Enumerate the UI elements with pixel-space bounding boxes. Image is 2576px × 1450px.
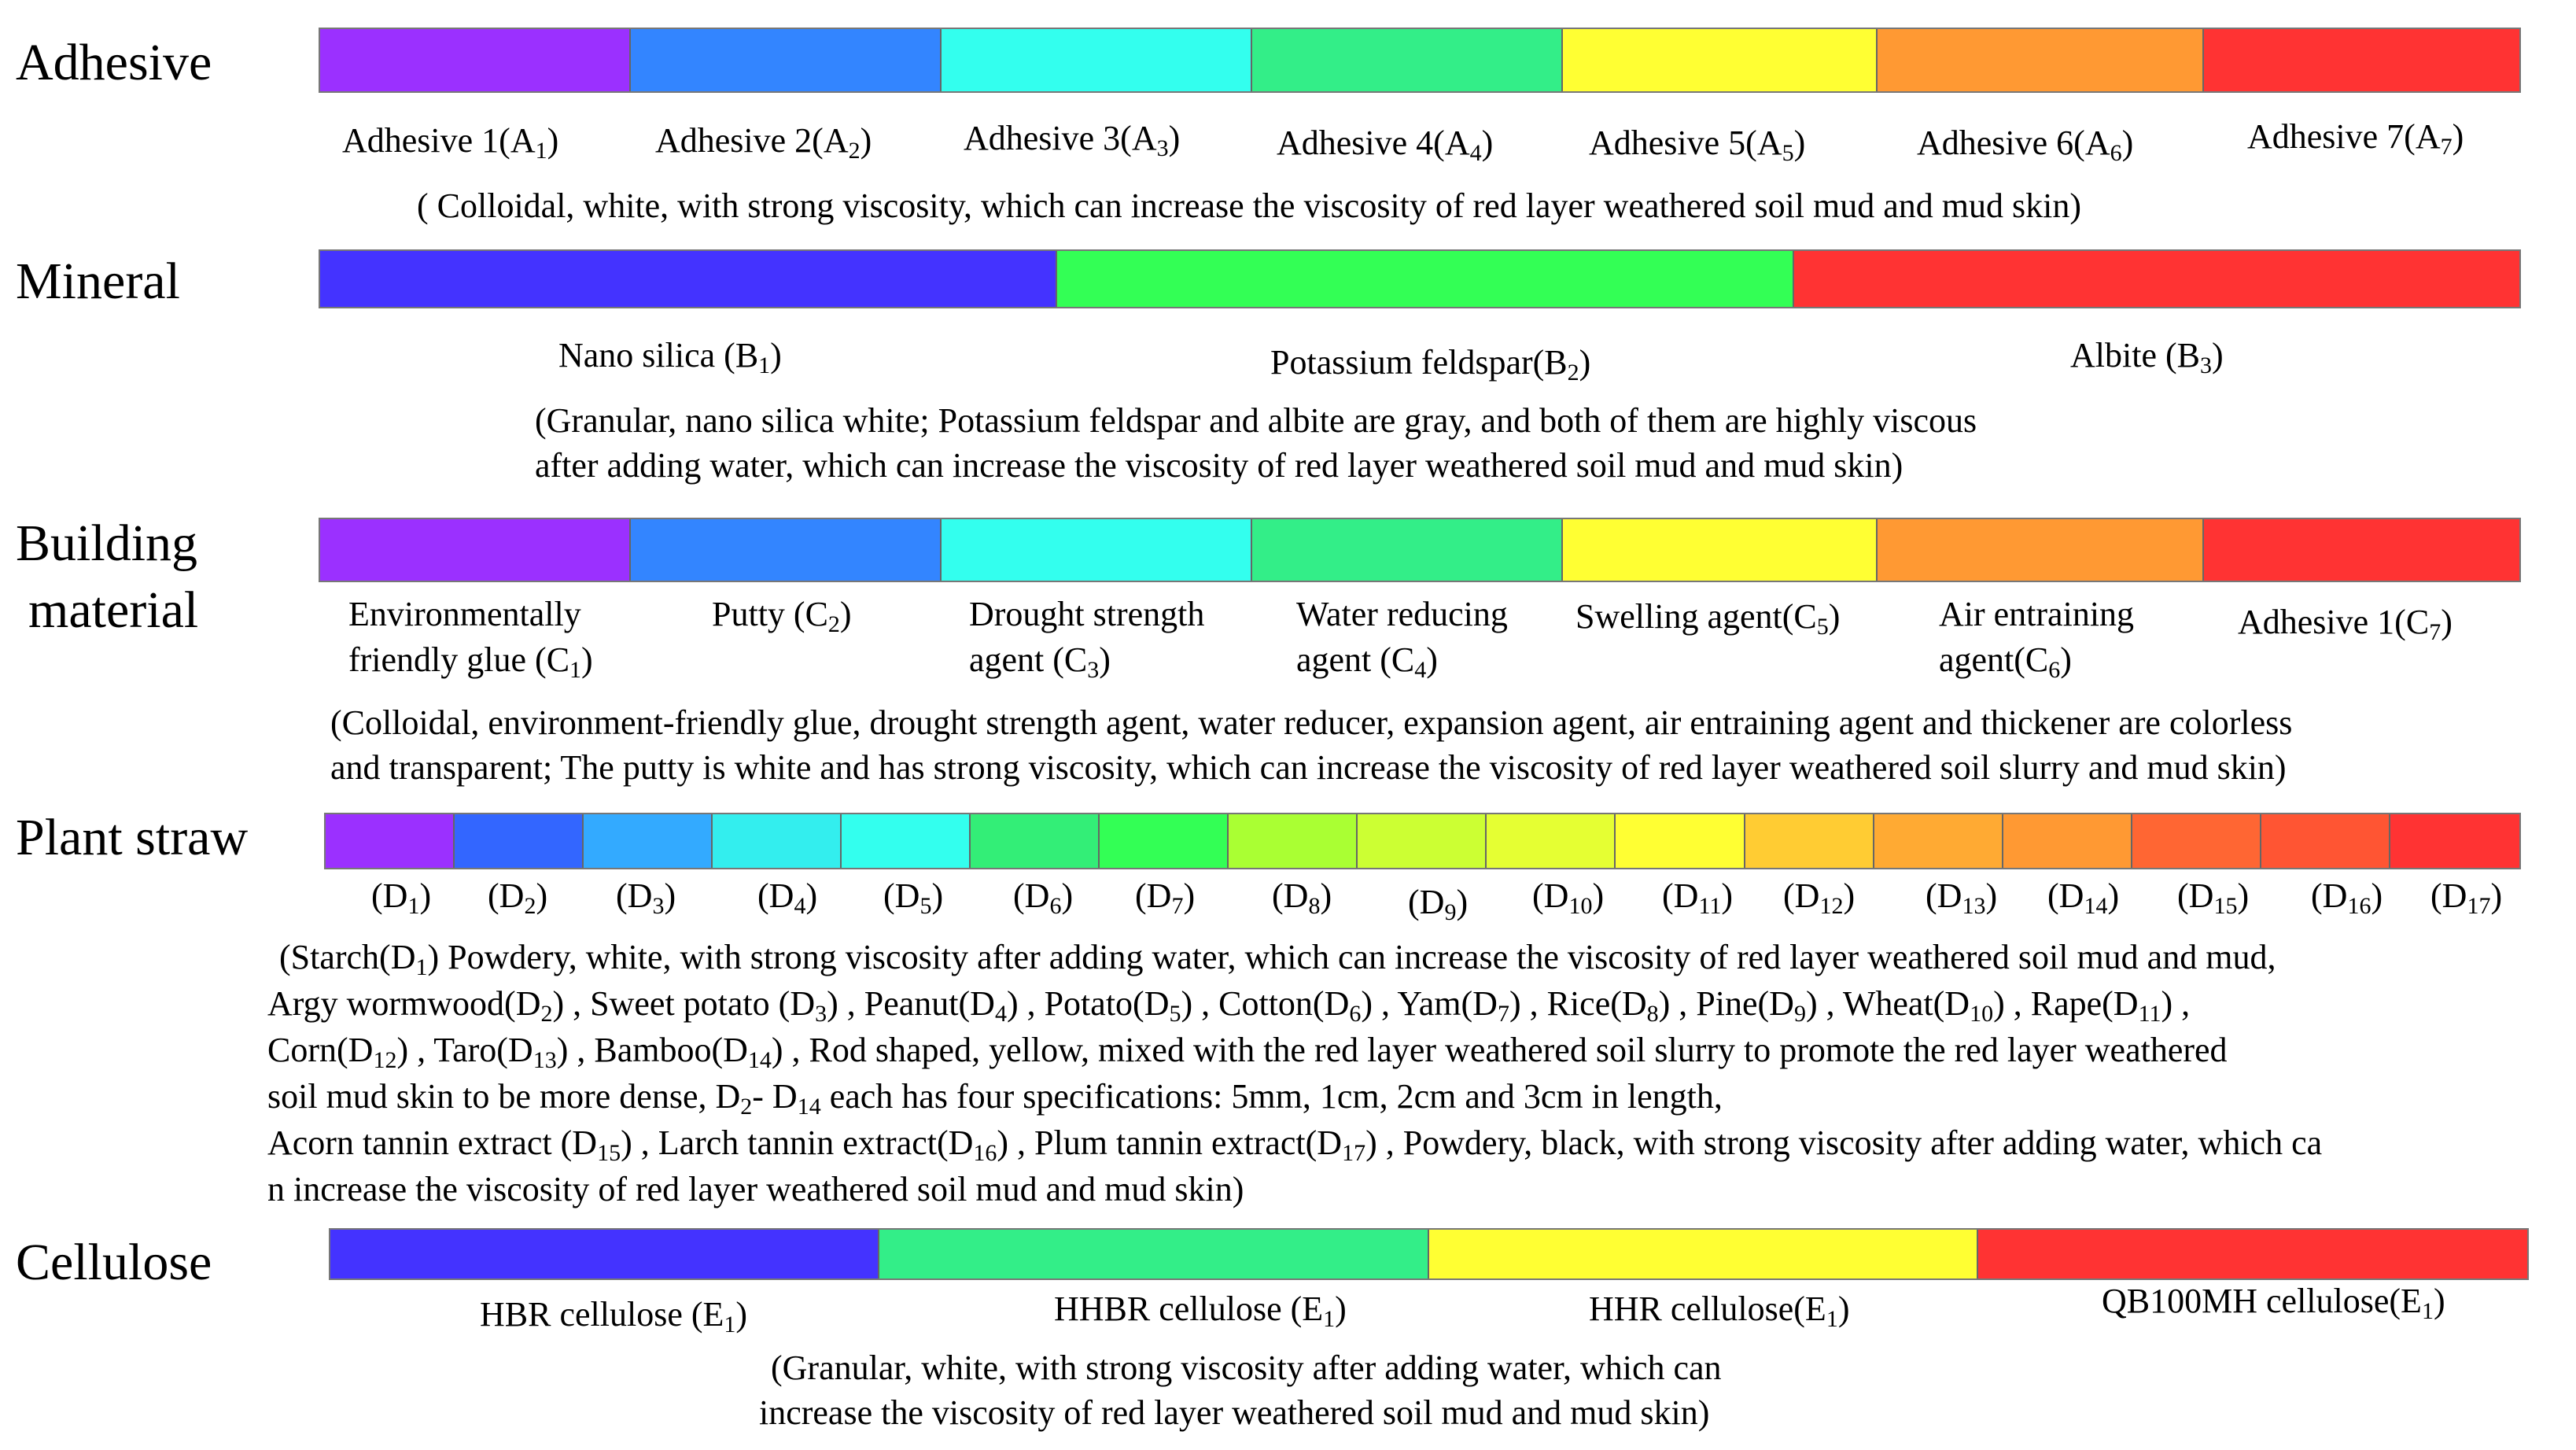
plant-straw-segment-2 <box>455 814 584 868</box>
cellulose-segment-1 <box>330 1230 879 1278</box>
cellulose-label-3: HHR $cellulose(E_1)$ <box>1589 1290 1850 1332</box>
adhesive-segment-7 <box>2204 29 2519 91</box>
building-segment-6 <box>1878 519 2204 581</box>
adhesive-segment-1 <box>320 29 631 91</box>
cellulose-segment-3 <box>1429 1230 1978 1278</box>
plant-straw-label-15: $(D_{15})$ <box>2177 876 2250 919</box>
mineral-note-line-2: after adding water, which can increase the viscosity of red layer weathered soil mud and mud skin) <box>535 446 1903 485</box>
cellulose-segment-2 <box>879 1230 1428 1278</box>
section-title-building-line-2: material <box>28 581 199 639</box>
building-label-4-line-2: agent $(C_4)$ <box>1296 640 1438 683</box>
adhesive-label-3: Adhesive $3(A_3)$ <box>964 119 1181 161</box>
plant-straw-segment-17 <box>2390 814 2519 868</box>
mineral-segment-1 <box>320 251 1057 307</box>
plant-straw-label-9: $(D_9)$ <box>1408 883 1469 925</box>
plant-straw-label-8: $(D_8)$ <box>1272 876 1332 919</box>
plant-straw-label-17: $(D_{17})$ <box>2430 876 2503 919</box>
mineral-segment-2 <box>1057 251 1794 307</box>
plant-straw-label-2: $(D_2)$ <box>488 876 548 919</box>
plant-straw-segment-12 <box>1745 814 1874 868</box>
plant-straw-segment-13 <box>1874 814 2003 868</box>
building-segment-2 <box>631 519 942 581</box>
building-segment-1 <box>320 519 631 581</box>
plant-straw-label-7: $(D_7)$ <box>1135 876 1196 919</box>
building-note-line-2: and transparent; The putty is white and has strong viscosity, which can increase the viscosity of red layer weathered soil slurry and mud skin) <box>330 748 2287 787</box>
plant-straw-label-11: $(D_{11})$ <box>1662 876 1733 919</box>
mineral-label-2: Potassium $feldspar(B_2)$ <box>1270 343 1591 386</box>
adhesive-label-5: Adhesive $5(A_5)$ <box>1589 124 1806 166</box>
plant-straw-note-line-4: soil mud skin to be more dense, $D_2-$ $D_{14}$ each has four specifications: 5mm, 1cm, 2cm and 3cm in length, <box>267 1077 1723 1120</box>
plant-straw-label-13: $(D_{13})$ <box>1926 876 1998 919</box>
cellulose-label-1: HBR cellulose $(E_1)$ <box>480 1295 748 1337</box>
cellulose-segment-4 <box>1978 1230 2527 1278</box>
adhesive-segment-4 <box>1252 29 1563 91</box>
adhesive-label-7: Adhesive $7(A_7)$ <box>2247 117 2464 160</box>
plant-straw-segment-14 <box>2003 814 2132 868</box>
section-title-cellulose: Cellulose <box>16 1234 212 1291</box>
building-label-4-line-1: Water reducing <box>1296 595 1508 633</box>
building-label-2: Putty $(C_2)$ <box>712 595 852 637</box>
mineral-color-bar <box>319 249 2521 308</box>
plant-straw-segment-7 <box>1100 814 1229 868</box>
plant-straw-segment-11 <box>1616 814 1745 868</box>
building-label-1-line-1: Environmentally <box>348 595 581 633</box>
building-segment-3 <box>942 519 1252 581</box>
mineral-note-line-1: (Granular, nano silica white; Potassium feldspar and albite are gray, and both of them are highly viscous <box>535 401 1977 440</box>
plant-straw-label-3: $(D_3)$ <box>616 876 676 919</box>
plant-straw-label-5: $(D_5)$ <box>883 876 944 919</box>
adhesive-segment-3 <box>942 29 1252 91</box>
adhesive-label-4: Adhesive $4(A_4)$ <box>1277 124 1494 166</box>
building-note-line-1: (Colloidal, environment-friendly glue, drought strength agent, water reducer, expansion agent, air entraining agent and thickener are colorless <box>330 703 2293 742</box>
building-label-5: Swelling $agent(C_5)$ <box>1575 597 1841 640</box>
plant-straw-segment-8 <box>1229 814 1358 868</box>
plant-straw-color-bar <box>324 813 2521 869</box>
building-label-7: Adhesive $1(C_7)$ <box>2238 603 2453 645</box>
building-segment-7 <box>2204 519 2519 581</box>
plant-straw-segment-15 <box>2132 814 2261 868</box>
section-title-building-line-1: Building <box>16 515 198 572</box>
plant-straw-label-4: $(D_4)$ <box>757 876 818 919</box>
building-label-3-line-1: Drought strength <box>969 595 1205 633</box>
section-title-mineral: Mineral <box>16 253 180 310</box>
plant-straw-note-line-6: n increase the viscosity of red layer weathered soil mud and mud skin) <box>267 1170 1244 1208</box>
adhesive-label-2: Adhesive $2(A_2)$ <box>655 121 872 164</box>
plant-straw-label-12: $(D_{12})$ <box>1783 876 1856 919</box>
plant-straw-note-line-5: Acorn tannin extract $(D_{15})$ , Larch tannin $extract(D_{16})$ , Plum tannin $extract(D_{17})$ , Powdery, black, with strong viscosity after adding water, which ca <box>267 1123 2323 1166</box>
adhesive-label-1: Adhesive $1(A_1)$ <box>342 121 559 164</box>
cellulose-label-4: QB100MH $cellulose(E_1)$ <box>2102 1282 2445 1324</box>
plant-straw-label-6: $(D_6)$ <box>1013 876 1074 919</box>
adhesive-segment-2 <box>631 29 942 91</box>
cellulose-note-line-2: increase the viscosity of red layer weathered soil mud and mud skin) <box>759 1393 1710 1432</box>
plant-straw-segment-9 <box>1358 814 1487 868</box>
building-label-6-line-2: $agent(C_6)$ <box>1939 640 2072 683</box>
plant-straw-segment-4 <box>713 814 842 868</box>
mineral-label-1: Nano silica $(B_1)$ <box>558 336 782 378</box>
adhesive-label-6: Adhesive $6(A_6)$ <box>1917 124 2134 166</box>
adhesive-note: ( Colloidal, white, with strong viscosity, which can increase the viscosity of red layer weathered soil mud and mud skin) <box>417 186 2081 225</box>
cellulose-label-2: HHBR cellulose $(E_1)$ <box>1054 1290 1347 1332</box>
plant-straw-segment-6 <box>971 814 1100 868</box>
building-color-bar <box>319 518 2521 582</box>
plant-straw-note-line-3: $Corn(D_{12})$ , $Taro(D_{13})$ , $Bamboo(D_{14})$ , Rod shaped, yellow, mixed with the red layer weathered soil slurry to promote the red layer weathered <box>267 1031 2228 1073</box>
section-title-plant-straw: Plant straw <box>16 809 249 866</box>
adhesive-segment-5 <box>1563 29 1878 91</box>
plant-straw-segment-1 <box>326 814 455 868</box>
building-label-6-line-1: Air entraining <box>1939 595 2135 633</box>
building-segment-5 <box>1563 519 1878 581</box>
plant-straw-segment-5 <box>842 814 971 868</box>
section-title-adhesive: Adhesive <box>16 34 212 91</box>
building-label-3-line-2: agent $(C_3)$ <box>969 640 1111 683</box>
cellulose-color-bar <box>329 1228 2529 1280</box>
adhesive-segment-6 <box>1878 29 2204 91</box>
plant-straw-segment-3 <box>584 814 713 868</box>
building-label-1-line-2: friendly glue $(C_1)$ <box>348 640 593 683</box>
plant-straw-label-1: $(D_1)$ <box>371 876 432 919</box>
cellulose-note-line-1: (Granular, white, with strong viscosity after adding water, which can <box>771 1349 1722 1387</box>
mineral-label-3: Albite $(B_3)$ <box>2070 336 2224 378</box>
plant-straw-label-16: $(D_{16})$ <box>2311 876 2383 919</box>
plant-straw-segment-10 <box>1487 814 1616 868</box>
plant-straw-label-10: $(D_{10})$ <box>1532 876 1605 919</box>
adhesive-color-bar <box>319 28 2521 93</box>
building-segment-4 <box>1252 519 1563 581</box>
plant-straw-note-line-1: ($Starch(D_1)$ Powdery, white, with strong viscosity after adding water, which can increase the viscosity of red layer weathered soil mud and mud, <box>279 938 2276 980</box>
plant-straw-label-14: $(D_{14})$ <box>2047 876 2120 919</box>
plant-straw-segment-16 <box>2261 814 2390 868</box>
plant-straw-note-line-2: Argy $wormwood(D_2)$ , Sweet potato $(D_3)$ , $Peanut(D_4)$ , $Potato(D_5)$ , $Cotton(D_6)$ , $Yam(D_7)$ , $Rice(D_8)$ , $Pine(D_9)$ , $Wheat(D_{10})$ , $Rape(D_{11})$ , <box>267 984 2191 1027</box>
mineral-segment-3 <box>1794 251 2519 307</box>
